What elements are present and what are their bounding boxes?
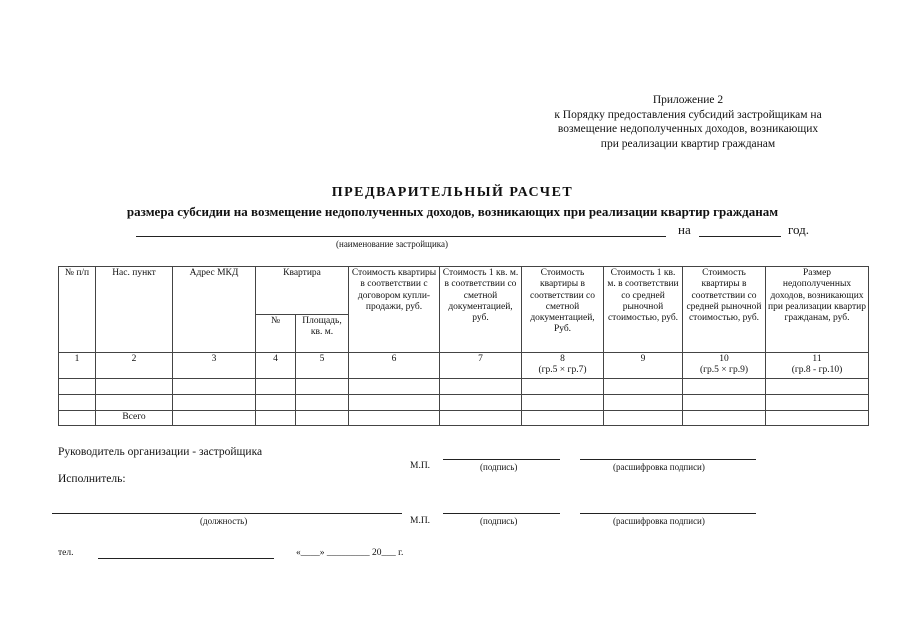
appendix-line-2: к Порядку предоставления субсидий застройщикам на [554,108,822,121]
header-row-1 [59,267,869,315]
head-label: Руководитель организации - застройщика [58,446,263,458]
colnum-10 [683,353,766,379]
colnum-10-number: 10 [719,354,729,364]
head-decoding-caption: (расшифровка подписи) [613,462,705,472]
header-cell-4: Квартира [256,267,349,315]
colnum-11-number: 11 [812,354,822,364]
executor-signature-caption: (подпись) [480,516,518,526]
document-title: ПРЕДВАРИТЕЛЬНЫЙ РАСЧЕТ [331,185,574,200]
header-cell-4a: № [256,315,296,353]
table-row [59,379,869,395]
column-number-row [59,353,869,379]
colnum-11-formula: (гр.8 - гр.10) [791,365,843,376]
total-row [59,411,869,426]
tel-line [98,558,274,559]
na-label: на [678,222,691,237]
table-row [59,395,869,411]
tel-label: тел. [58,548,74,558]
header-cell-2: Нас. пункт [96,267,173,353]
colnum-8 [522,353,604,379]
colnum-4: 4 [256,353,296,379]
header-cell-4b: Площадь, кв. м. [296,315,349,353]
head-signature-line [443,459,560,460]
colnum-9: 9 [604,353,683,379]
mp-label-2: М.П. [410,516,431,526]
header-cell-11: Размер недополученных доходов, возникающих при реализации квартир гражданам, руб. [766,267,869,353]
header-cell-8: Стоимость квартиры в соответствии со сметной документацией, Руб. [522,267,604,353]
executor-decoding-caption: (расшифровка подписи) [613,516,705,526]
header-cell-9: Стоимость 1 кв. м. в соответствии со средней рыночной стоимостью, руб. [604,267,683,353]
head-decoding-line [580,459,756,460]
appendix-note [520,93,856,151]
appendix-line-4: при реализации квартир гражданам [600,137,776,150]
developer-name-line [136,236,666,237]
subsidy-table [58,266,869,426]
header-cell-7: Стоимость 1 кв. м. в соответствии со сметной документацией, руб. [440,267,522,353]
document-subtitle: размера субсидии на возмещение недополученных доходов, возникающих при реализации квартир гражданам [126,204,779,219]
header-cell-10: Стоимость квартиры в соответствии со средней рыночной стоимостью, руб. [683,267,766,353]
header-cell-6: Стоимость квартиры в соответствии с договором купли-продажи, руб. [349,267,440,353]
executor-decoding-line [580,513,756,514]
date-field: «____» _________ 20___ г. [296,548,404,558]
colnum-8-formula: (гр.5 × гр.7) [538,365,587,376]
colnum-6: 6 [349,353,440,379]
executor-label: Исполнитель: [58,473,126,485]
mp-label-1: М.П. [410,461,431,471]
colnum-2: 2 [96,353,173,379]
colnum-5: 5 [296,353,349,379]
executor-signature-line [443,513,560,514]
total-label: Всего [96,411,173,426]
header-cell-3: Адрес МКД [173,267,256,353]
colnum-8-number: 8 [560,354,565,364]
position-caption: (должность) [200,516,248,526]
header-cell-1: № п/п [59,267,96,353]
developer-name-caption: (наименование застройщика) [336,239,449,249]
colnum-10-formula: (гр.5 × гр.9) [700,365,748,376]
god-label: год. [788,222,809,237]
colnum-3: 3 [173,353,256,379]
colnum-7: 7 [440,353,522,379]
appendix-line-1: Приложение 2 [652,94,724,106]
head-signature-caption: (подпись) [480,462,518,472]
position-line [52,513,402,514]
year-line [699,236,781,237]
colnum-11 [766,353,869,379]
colnum-1: 1 [59,353,96,379]
appendix-line-3: возмещение недополученных доходов, возникающих [557,123,819,135]
